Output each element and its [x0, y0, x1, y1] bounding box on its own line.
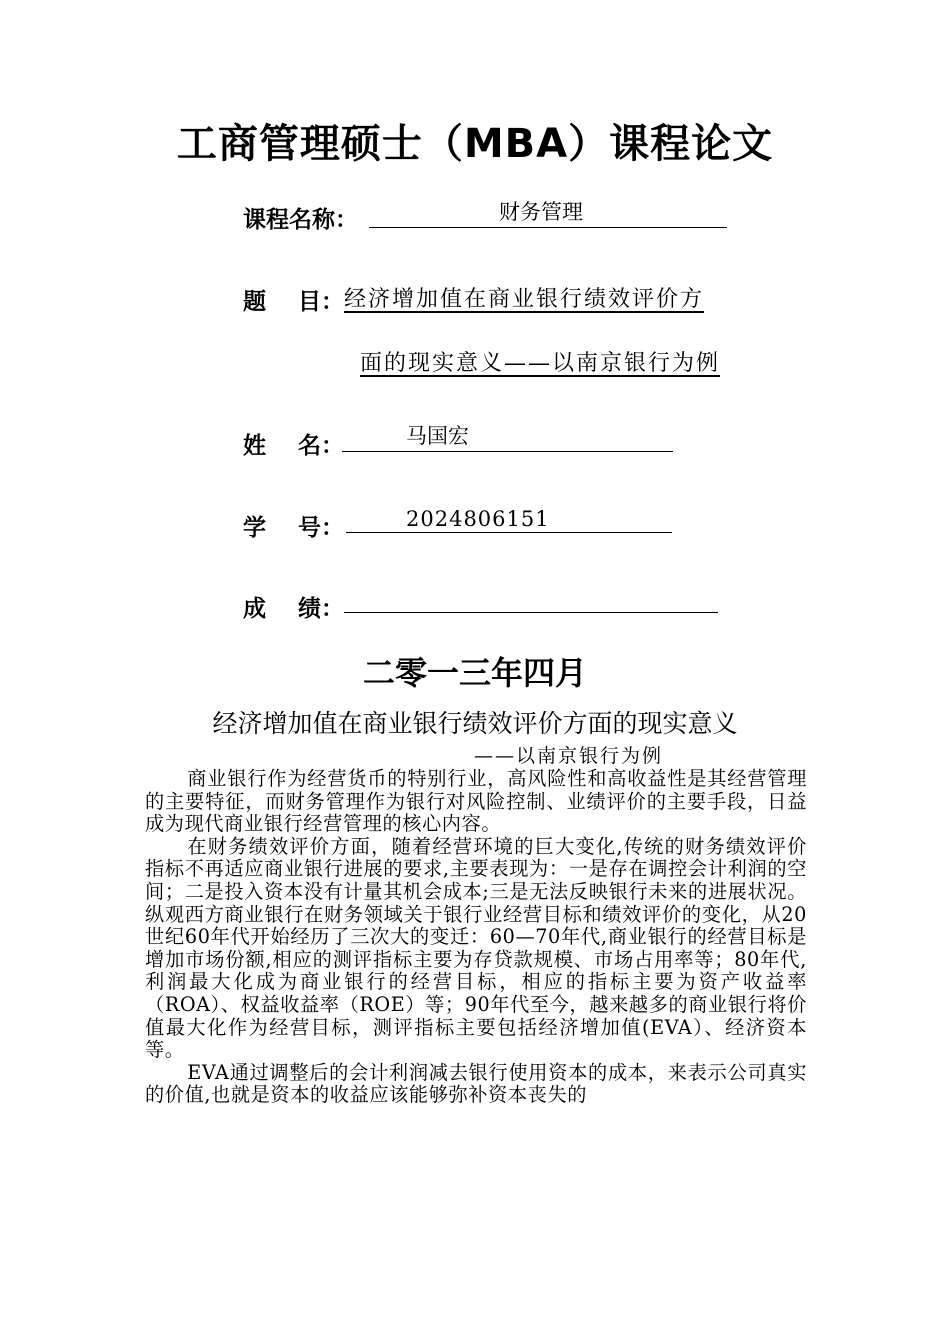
paragraph-3: EVA通过调整后的会计利润减去银行使用资本的成本，来表示公司真实的价值,也就是资本的收益应该能够弥补资本丧失的	[145, 1060, 807, 1107]
course-name-label: 课程名称：	[243, 207, 358, 233]
article-title: 经济增加值在商业银行绩效评价方面的现实意义	[212, 709, 738, 738]
name-value: 马国宏	[406, 424, 469, 448]
grade-label: 成 绩：	[243, 596, 345, 622]
topic-label: 题 目：	[243, 289, 345, 315]
paragraph-2: 在财务绩效评价方面，随着经营环境的巨大变化,传统的财务绩效评价指标不再适应商业银行进展的要求,主要表现为：一是存在调控会计利润的空间；二是投入资本没有计量其机会成本;三是无法反映银行未来的进展状况。纵观西方商业银行在财务领域关于银行业经营目标和绩效评价的变化，从20世纪60年代开始经历了三次大的变迁：60—70年代,商业银行的经营目标是增加市场份额,相应的测评指标主要为存贷款规模、市场占用率等；80年代,利润最大化成为商业银行的经营目标，相应的指标主要为资产收益率（ROA）、权益收益率（ROE）等；90年代至今，越来越多的商业银行将价值最大化作为经营目标，测评指标主要包括经济增加值(EVA）、经济资本等。	[145, 834, 807, 1062]
topic-line-2: 面的现实意义——以南京银行为例	[360, 351, 721, 376]
name-label: 姓 名：	[243, 433, 345, 459]
course-name-value: 财务管理	[499, 200, 583, 224]
student-id-label: 学 号：	[243, 515, 345, 541]
paragraph-1: 商业银行作为经营货币的特别行业，高风险性和高收益性是其经营管理的主要特征，而财务管理作为银行对风险控制、业绩评价的主要手段，日益成为现代商业银行经营管理的核心内容。	[145, 767, 807, 836]
article-body	[145, 768, 807, 1107]
topic-line-1: 经济增加值在商业银行绩效评价方	[344, 287, 705, 312]
grade-field	[344, 586, 718, 613]
submission-date: 二零一三年四月	[362, 654, 587, 692]
name-field	[342, 425, 673, 452]
thesis-title: 工商管理硕士（MBA）课程论文	[176, 121, 774, 167]
student-id-value: 2024806151	[406, 507, 550, 531]
article-subtitle: ——以南京银行为例	[474, 745, 664, 767]
course-name-field	[369, 201, 727, 228]
student-id-field	[346, 506, 672, 533]
